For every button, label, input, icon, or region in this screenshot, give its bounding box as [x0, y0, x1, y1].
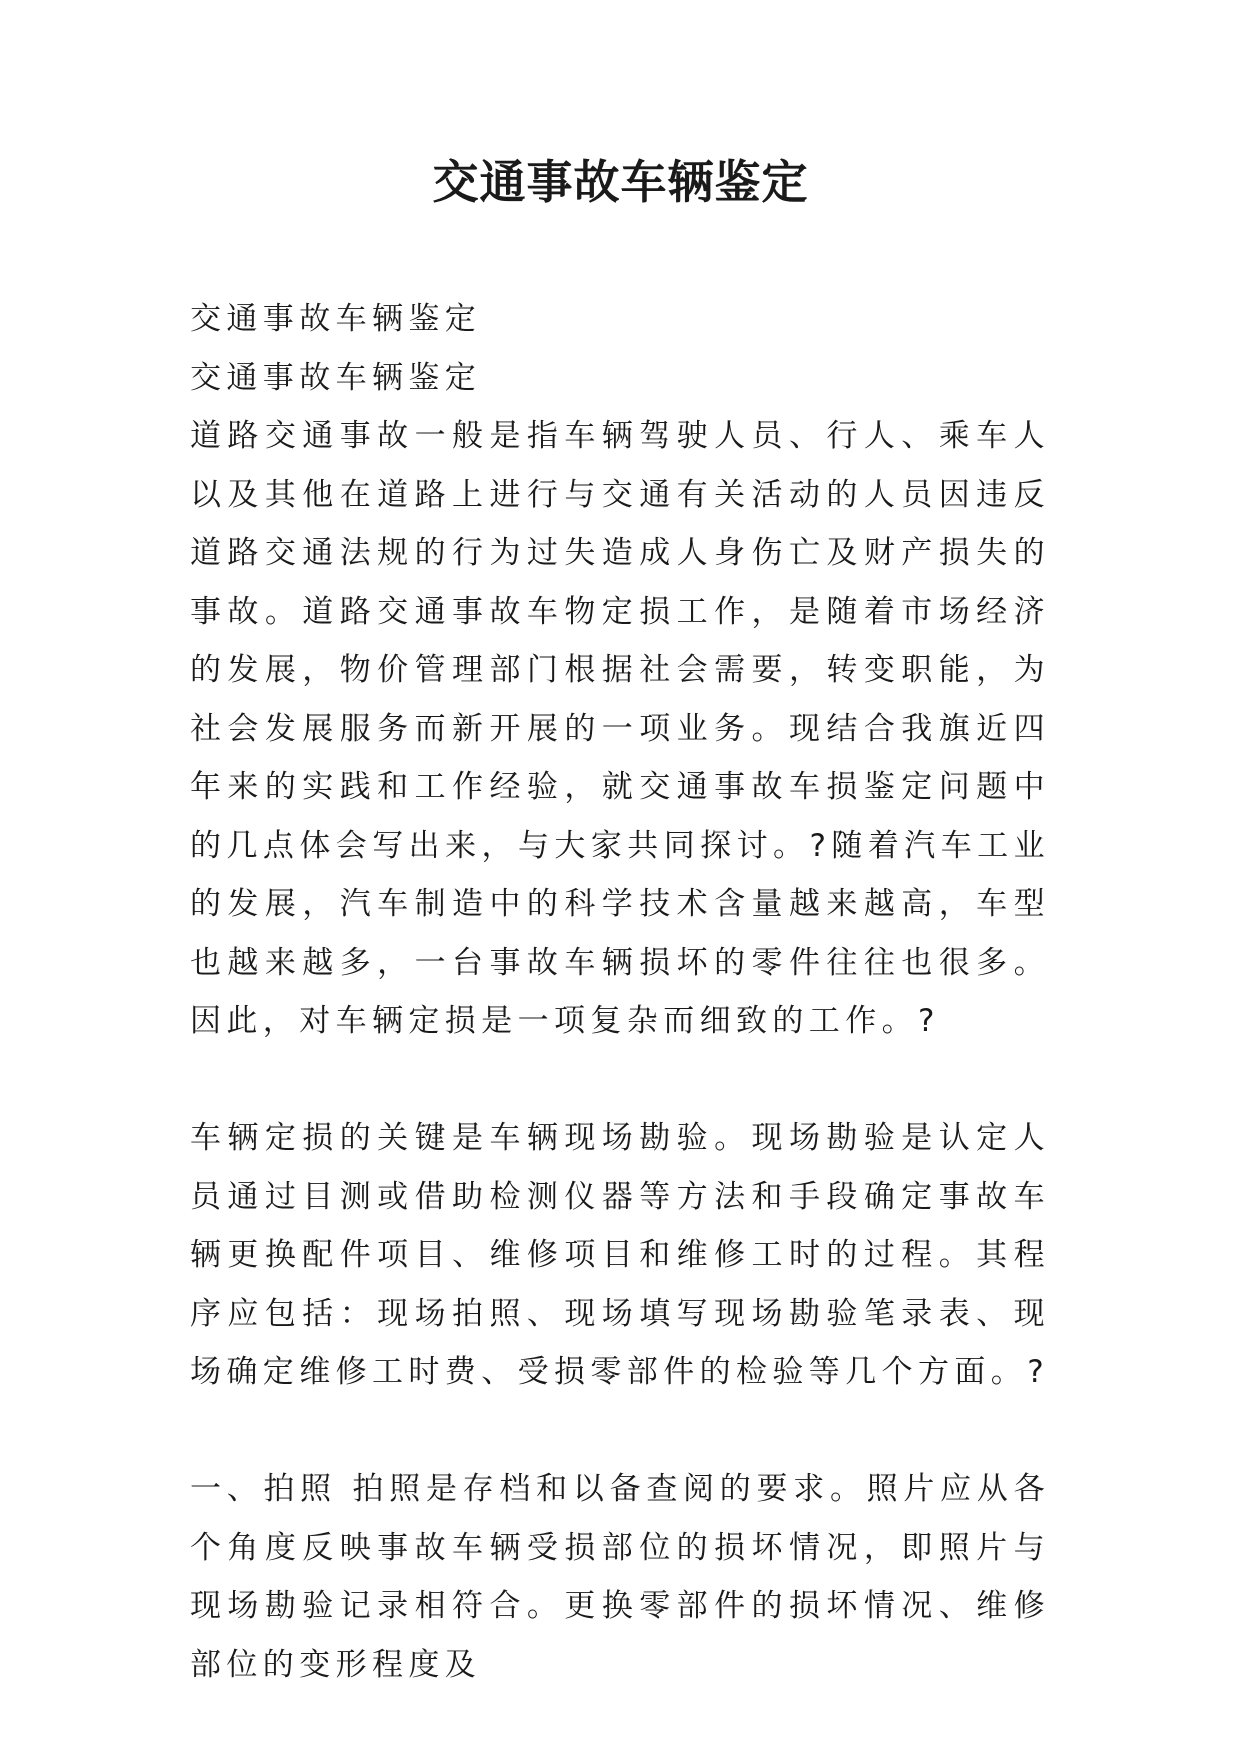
- document-subtitle: 交通事故车辆鉴定: [190, 359, 482, 396]
- paragraph-spacer: [190, 1051, 1050, 1110]
- body-paragraph: 车辆定损的关键是车辆现场勘验。现场勘验是认定人员通过目测或借助检测仪器等方法和手段确定事故车辆更换配件项目、维修项目和维修工时的过程。其程序应包括：现场拍照、现场填写现场勘验笔录表、现场确定维修工时费、受损零部件的检验等几个方面。?: [190, 1120, 1050, 1390]
- body-paragraph: 一、拍照 拍照是存档和以备查阅的要求。照片应从各个角度反映事故车辆受损部位的损坏情况，即照片与现场勘验记录相符合。更换零部件的损坏情况、维修部位的变形程度及: [190, 1471, 1050, 1683]
- document-body: [190, 290, 1050, 1694]
- document-title: 交通事故车辆鉴定: [432, 155, 809, 209]
- body-paragraph: 道路交通事故一般是指车辆驾驶人员、行人、乘车人以及其他在道路上进行与交通有关活动的人员因违反道路交通法规的行为过失造成人身伤亡及财产损失的事故。道路交通事故车物定损工作，是随着市场经济的发展，物价管理部门根据社会需要，转变职能，为社会发展服务而新开展的一项业务。现结合我旗近四年来的实践和工作经验，就交通事故车损鉴定问题中的几点体会写出来，与大家共同探讨。?随着汽车工业的发展，汽车制造中的科学技术含量越来越高，车型也越来越多，一台事故车辆损坏的零件往往也很多。因此，对车辆定损是一项复杂而细致的工作。?: [190, 418, 1050, 1039]
- document-subtitle: 交通事故车辆鉴定: [190, 301, 482, 337]
- paragraph-spacer: [190, 1402, 1050, 1461]
